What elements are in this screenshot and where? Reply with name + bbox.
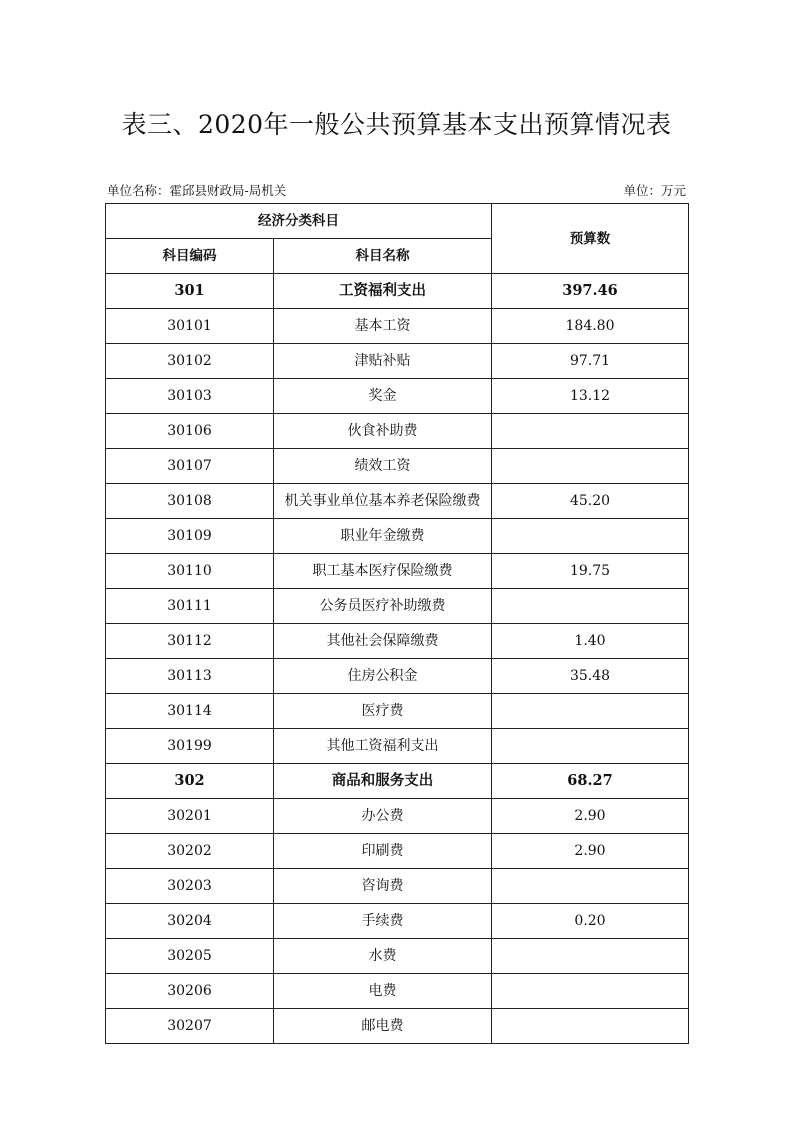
budget-amount-cell [492, 729, 689, 764]
table-row [106, 869, 689, 904]
subject-code-cell: 30108 [106, 484, 274, 519]
table-row [106, 624, 689, 659]
subject-code-cell: 30201 [106, 799, 274, 834]
budget-amount-cell: 45.20 [492, 484, 689, 519]
table-row [106, 554, 689, 589]
page-title: 表三、2020年一般公共预算基本支出预算情况表 [121, 110, 672, 139]
subject-code-cell: 30202 [106, 834, 274, 869]
subject-code-cell: 30207 [106, 1009, 274, 1044]
table-row [106, 484, 689, 519]
subject-code-cell: 30204 [106, 904, 274, 939]
subject-name-cell: 机关事业单位基本养老保险缴费 [274, 484, 492, 519]
subject-code-cell: 30111 [106, 589, 274, 624]
subject-name-cell: 邮电费 [274, 1009, 492, 1044]
subject-code-cell: 30113 [106, 659, 274, 694]
subject-name-cell: 商品和服务支出 [274, 764, 492, 799]
budget-amount-cell [492, 449, 689, 484]
subject-name-cell: 咨询费 [274, 869, 492, 904]
budget-amount-cell: 2.90 [492, 834, 689, 869]
subject-code-cell: 30109 [106, 519, 274, 554]
budget-amount-cell: 1.40 [492, 624, 689, 659]
table-row [106, 729, 689, 764]
subject-name-cell: 印刷费 [274, 834, 492, 869]
table-body [106, 274, 689, 1044]
subject-code-cell: 301 [106, 274, 274, 309]
table-row [106, 344, 689, 379]
budget-amount-cell: 97.71 [492, 344, 689, 379]
budget-amount-cell [492, 694, 689, 729]
budget-amount-cell: 13.12 [492, 379, 689, 414]
category-row [106, 274, 689, 309]
table-row [106, 974, 689, 1009]
subject-name-cell: 津贴补贴 [274, 344, 492, 379]
table-row [106, 589, 689, 624]
subject-name-cell: 职业年金缴费 [274, 519, 492, 554]
subject-name-cell: 电费 [274, 974, 492, 1009]
subject-code-cell: 302 [106, 764, 274, 799]
budget-amount-cell [492, 974, 689, 1009]
table-row [106, 659, 689, 694]
budget-amount-cell: 19.75 [492, 554, 689, 589]
table-row [106, 379, 689, 414]
subject-name-cell: 职工基本医疗保险缴费 [274, 554, 492, 589]
subject-name-cell: 基本工资 [274, 309, 492, 344]
budget-amount-cell: 184.80 [492, 309, 689, 344]
subject-name-cell: 办公费 [274, 799, 492, 834]
subject-name-cell: 公务员医疗补助缴费 [274, 589, 492, 624]
subject-name-cell: 工资福利支出 [274, 274, 492, 309]
table-row [106, 834, 689, 869]
subject-code-cell: 30103 [106, 379, 274, 414]
table-row [106, 519, 689, 554]
subject-name-cell: 绩效工资 [274, 449, 492, 484]
budget-amount-cell [492, 869, 689, 904]
subject-code-cell: 30110 [106, 554, 274, 589]
category-row [106, 764, 689, 799]
table-row [106, 694, 689, 729]
budget-amount-cell [492, 414, 689, 449]
unit-label: 单位：万元 [623, 183, 686, 198]
table-row [106, 1009, 689, 1044]
subject-name-cell: 手续费 [274, 904, 492, 939]
budget-amount-cell: 35.48 [492, 659, 689, 694]
subject-name-cell: 其他工资福利支出 [274, 729, 492, 764]
budget-amount-cell [492, 1009, 689, 1044]
subject-name-cell: 其他社会保障缴费 [274, 624, 492, 659]
table-row [106, 414, 689, 449]
budget-amount-cell: 2.90 [492, 799, 689, 834]
table-row [106, 799, 689, 834]
table-row [106, 939, 689, 974]
subject-code-cell: 30114 [106, 694, 274, 729]
subject-code-cell: 30102 [106, 344, 274, 379]
budget-amount-cell: 397.46 [492, 274, 689, 309]
unit-name-label: 单位名称：霍邱县财政局-局机关 [107, 183, 287, 198]
subject-code-cell: 30107 [106, 449, 274, 484]
subject-code-cell: 30206 [106, 974, 274, 1009]
header-subject-code: 科目编码 [106, 239, 274, 274]
subject-code-cell: 30112 [106, 624, 274, 659]
subject-name-cell: 医疗费 [274, 694, 492, 729]
budget-amount-cell: 68.27 [492, 764, 689, 799]
budget-amount-cell: 0.20 [492, 904, 689, 939]
budget-amount-cell [492, 589, 689, 624]
table-row [106, 904, 689, 939]
budget-amount-cell [492, 519, 689, 554]
budget-amount-cell [492, 939, 689, 974]
subject-code-cell: 30199 [106, 729, 274, 764]
subject-code-cell: 30106 [106, 414, 274, 449]
subject-code-cell: 30205 [106, 939, 274, 974]
subject-name-cell: 奖金 [274, 379, 492, 414]
table-row [106, 309, 689, 344]
subject-name-cell: 住房公积金 [274, 659, 492, 694]
header-economic-classification: 经济分类科目 [106, 204, 492, 239]
header-subject-name: 科目名称 [274, 239, 492, 274]
budget-table [105, 203, 689, 1044]
table-row [106, 449, 689, 484]
subject-name-cell: 水费 [274, 939, 492, 974]
subject-code-cell: 30101 [106, 309, 274, 344]
header-budget-amount: 预算数 [492, 204, 689, 274]
subject-name-cell: 伙食补助费 [274, 414, 492, 449]
subject-code-cell: 30203 [106, 869, 274, 904]
